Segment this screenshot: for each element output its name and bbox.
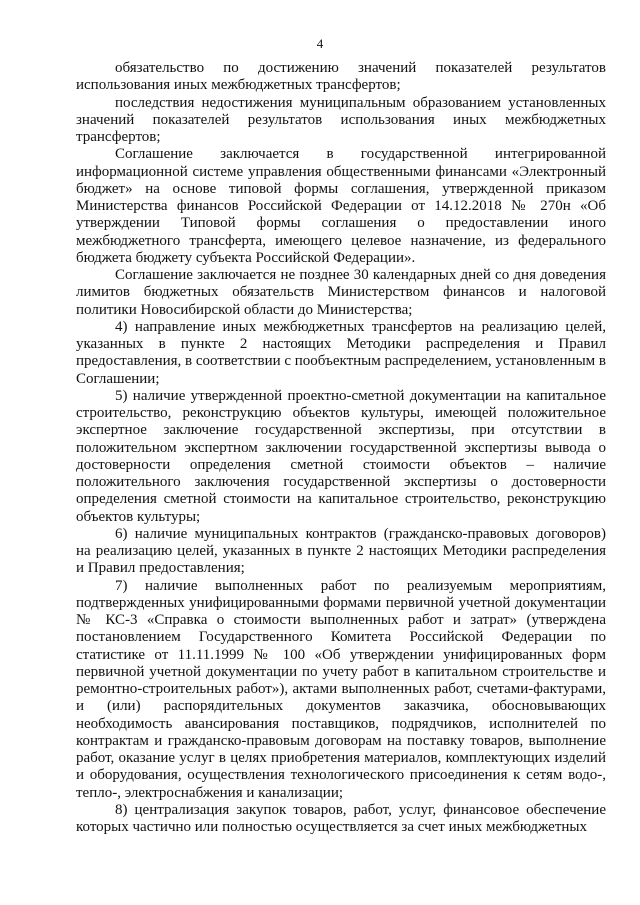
paragraph-item-7: 7) наличие выполненных работ по реализуемым мероприятиям, подтвержденных унифицированными формами первичной учетной документации № КС-3 «Справка о стоимости выполненных работ и затрат» (утверждена постановлением Государственного Комитета Российской Федерации по статистике от 11.11.1999 № 100 «Об утверждении унифицированных форм первичной учетной документации по учету работ в капитальном строительстве и ремонтно-строительных работ»), актами выполненных работ, счетами-фактурами, и (или) распорядительных документов заказчика, обосновывающих необходимость авансирования поставщиков, подрядчиков, исполнителей по контрактам и гражданско-правовым договорам на поставку товаров, выполнение работ, оказание услуг в целях приобретения материалов, комплектующих изделий и оборудования, осуществления технологического присоединения к сетям водо-, тепло-, электроснабжения и канализации;	[76, 577, 606, 801]
paragraph-agreement-system: Соглашение заключается в государственной интегрированной информационной системе управления общественными финансами «Электронный бюджет» на основе типовой формы соглашения, утвержденной приказом Министерства финансов Российской Федерации от 14.12.2018 № 270н «Об утверждении Типовой формы соглашения о предоставлении иного межбюджетного трансферта, имеющего целевое назначение, из федерального бюджета бюджету субъекта Российской Федерации».	[76, 146, 606, 266]
page-number: 4	[316, 36, 324, 51]
paragraph-item-6: 6) наличие муниципальных контрактов (гражданско-правовых договоров) на реализацию целей, указанных в пункте 2 настоящих Методики распределения и Правил предоставления;	[76, 525, 606, 577]
document-body	[76, 60, 606, 836]
paragraph-agreement-deadline: Соглашение заключается не позднее 30 календарных дней со дня доведения лимитов бюджетных обязательств Министерством финансов и налоговой политики Новосибирской области до Министерства;	[76, 267, 606, 318]
paragraph-item-8: 8) централизация закупок товаров, работ, услуг, финансовое обеспечение которых частично или полностью осуществляется за счет иных межбюджетных	[76, 801, 606, 835]
paragraph-item-5: 5) наличие утвержденной проектно-сметной документации на капитальное строительство, реконструкцию объектов культуры, имеющей положительное экспертное заключение государственной экспертизы, при отсутствии в положительном экспертном заключении государственной экспертизы вывода о достоверности определения сметной стоимости объектов – наличие положительного заключения государственной экспертизы о достоверности определения сметной стоимости на капитальное строительство, реконструкцию объектов культуры;	[76, 387, 606, 525]
paragraph-consequences: последствия недостижения муниципальным образованием установленных значений показателей результатов использования иных межбюджетных трансфертов;	[76, 94, 606, 145]
paragraph-obligation: обязательство по достижению значений показателей результатов использования иных межбюджетных трансфертов;	[76, 60, 606, 94]
paragraph-item-4: 4) направление иных межбюджетных трансфертов на реализацию целей, указанных в пункте 2 настоящих Методики распределения и Правил предоставления, в соответствии с пообъектным распределением, установленным в Соглашении;	[76, 318, 606, 387]
